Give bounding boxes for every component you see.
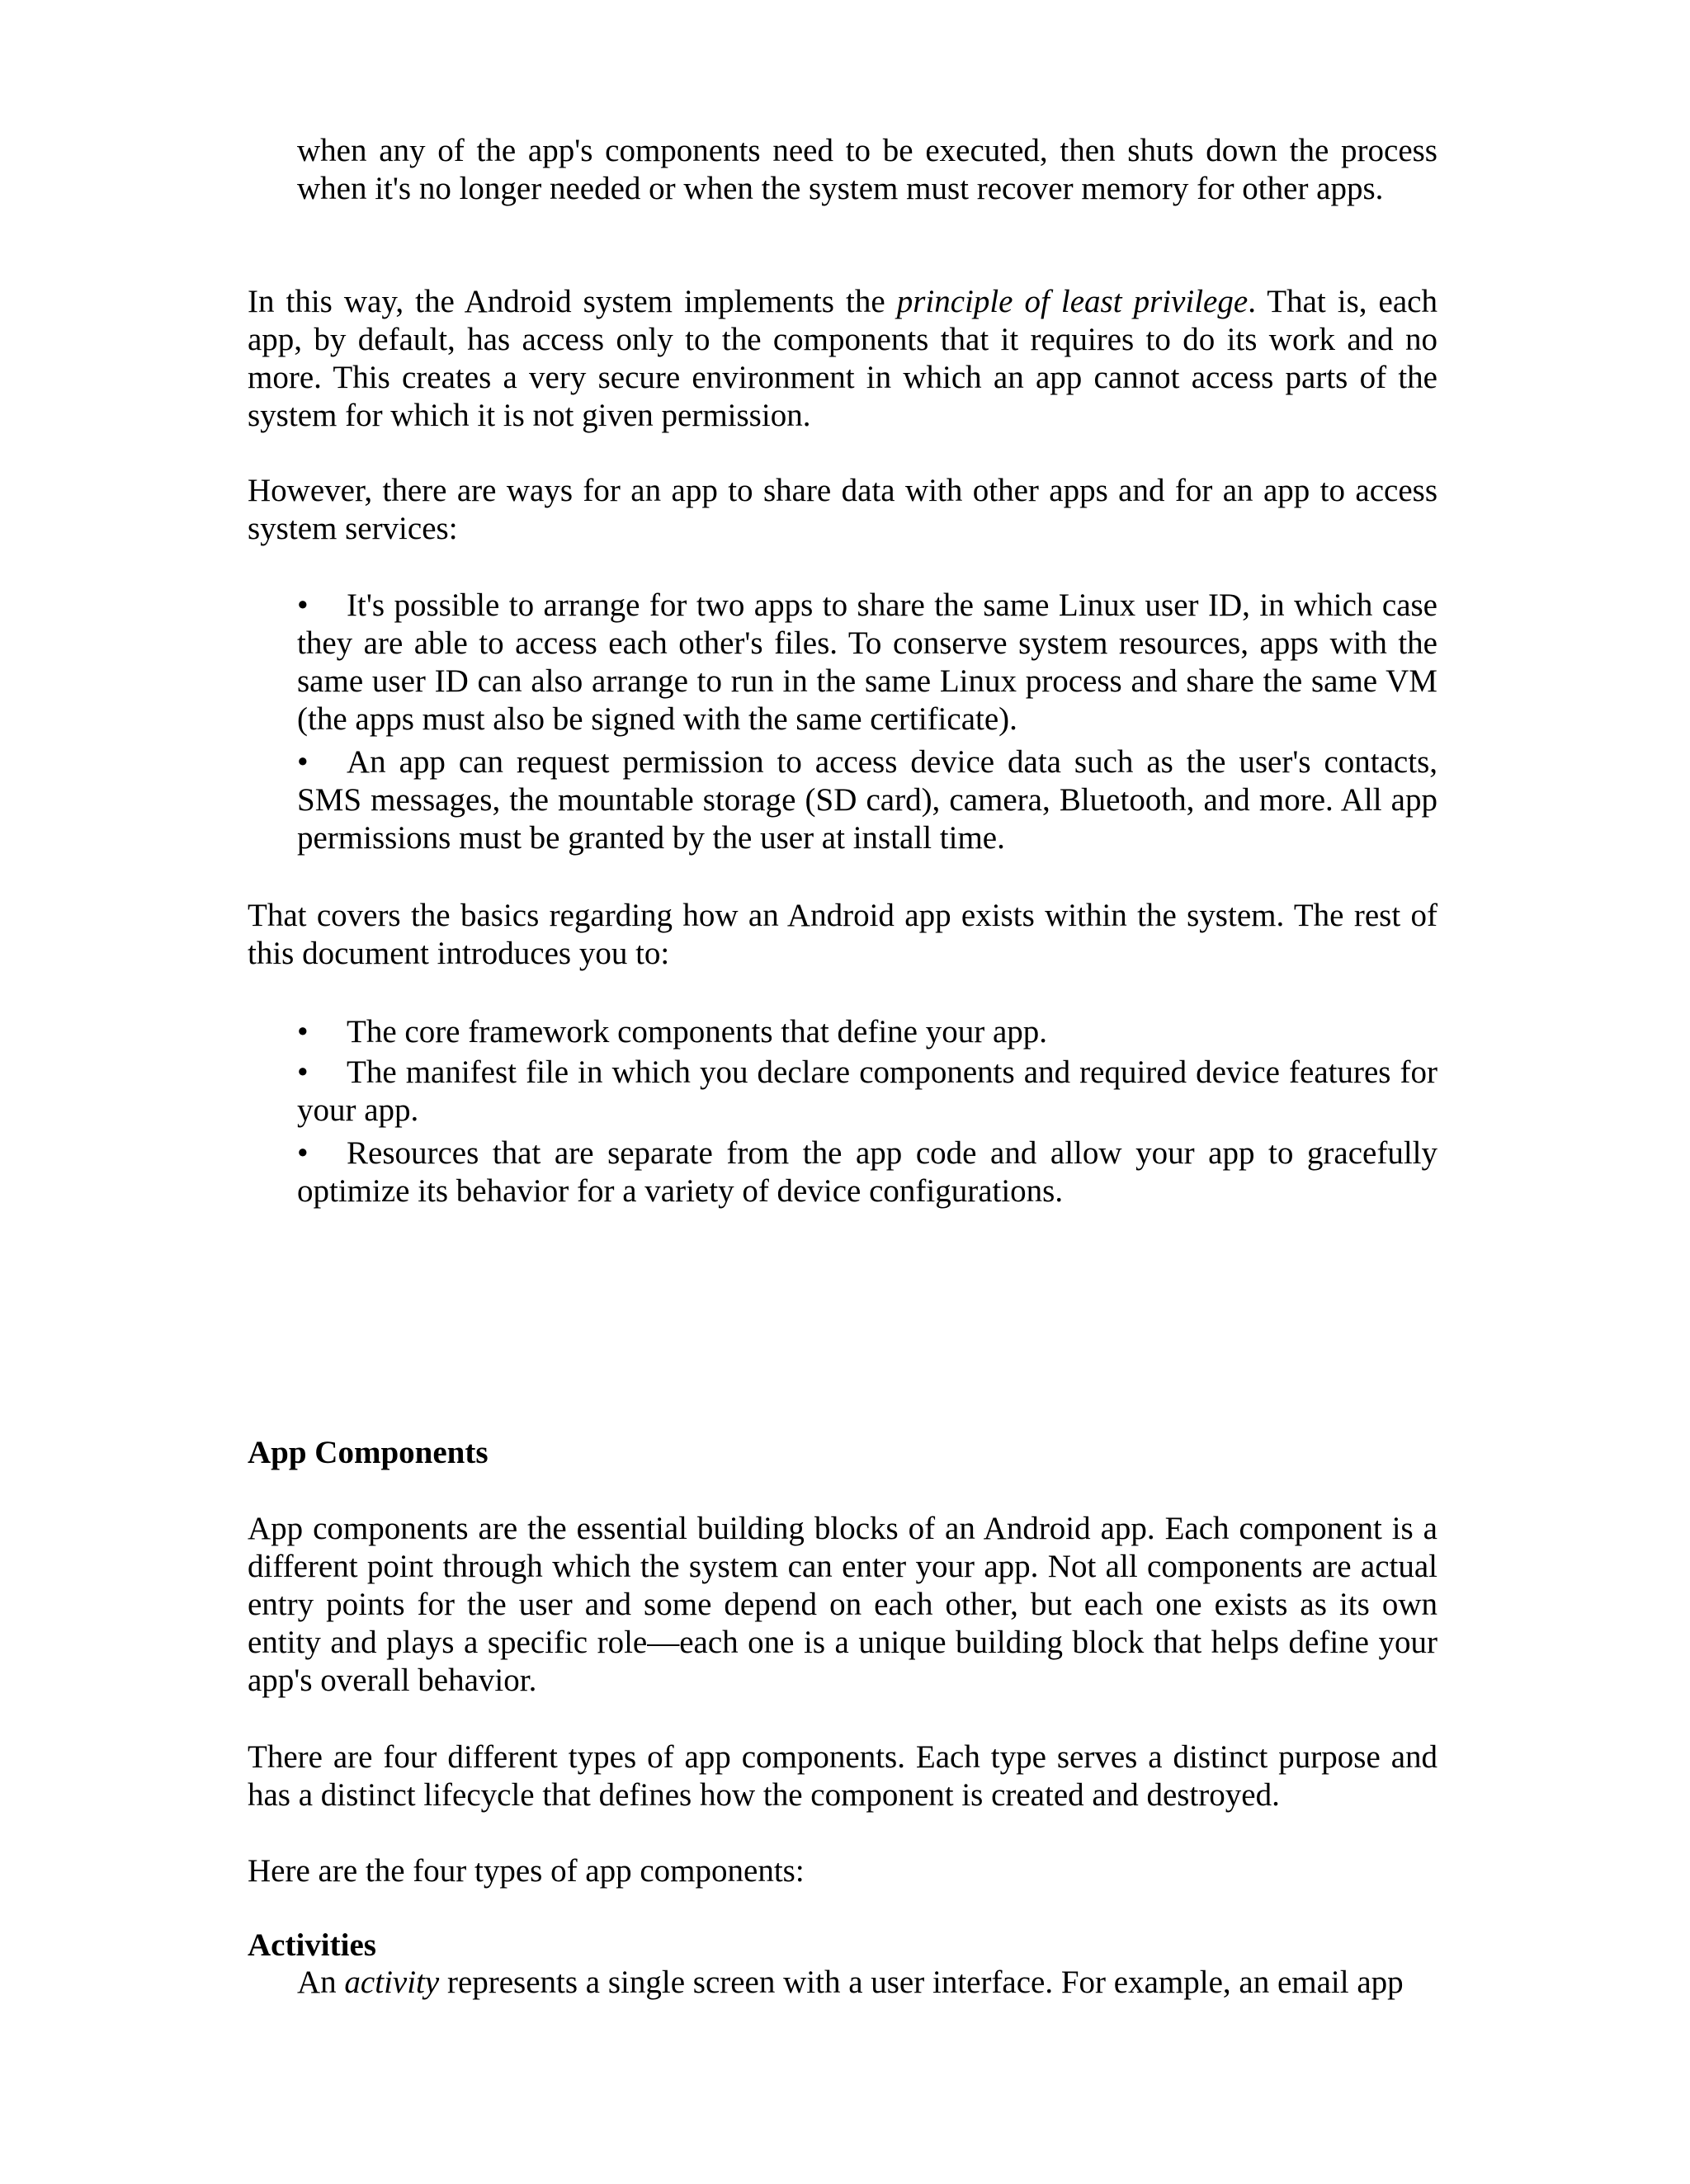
list-item xyxy=(297,743,1437,857)
list-item-text: Resources that are separate from the app code and allow your app to gracefully optimize its behavior for a variety of device configurations. xyxy=(297,1135,1437,1209)
paragraph-text: An xyxy=(297,1965,345,2000)
paragraph-least-privilege xyxy=(248,283,1437,435)
paragraph-process-lifecycle: when any of the app's components need to be executed, then shuts down the process when it's no longer needed or when the system must recover memory for other apps. xyxy=(297,133,1437,206)
paragraph-activity xyxy=(297,1964,1437,2002)
paragraph-text: represents a single screen with a user interface. For example, an email app xyxy=(439,1965,1404,2000)
bullet-icon: • xyxy=(297,587,309,623)
list-item-text: The manifest file in which you declare components and required device features for your app. xyxy=(297,1054,1437,1128)
paragraph-basics: That covers the basics regarding how an Android app exists within the system. The rest of this document introduces you to: xyxy=(248,898,1437,971)
list-item-text: The core framework components that define your app. xyxy=(347,1014,1048,1050)
paragraph-app-components: App components are the essential building blocks of an Android app. Each component is a different point through which the system can enter your app. Not all components are actual entry points for the user and some depend on each other, but each one exists as its own entity and plays a specific role—each one is a unique building block that helps define your app's overall behavior. xyxy=(248,1511,1437,1698)
list-item xyxy=(297,1054,1437,1130)
paragraph-share-data: However, there are ways for an app to share data with other apps and for an app to access system services: xyxy=(248,473,1437,546)
paragraph-text: . That is, each app, by default, has access only to the components that it requires to do its work and no more. This creates a very secure environment in which an app cannot access parts of the system for which it is not given permission. xyxy=(248,284,1437,433)
list-item xyxy=(297,1134,1437,1210)
paragraph-here-are: Here are the four types of app components: xyxy=(248,1853,805,1889)
bullet-icon: • xyxy=(297,744,309,780)
subheading-activities: Activities xyxy=(248,1927,376,1963)
section-heading-app-components: App Components xyxy=(248,1435,489,1470)
emphasis-text: principle of least privilege xyxy=(896,284,1249,319)
list-item xyxy=(297,587,1437,738)
bullet-icon: • xyxy=(297,1054,309,1090)
emphasis-text: activity xyxy=(344,1965,440,2000)
bullet-icon: • xyxy=(297,1014,309,1050)
bullet-icon: • xyxy=(297,1135,309,1171)
list-item-text: It's possible to arrange for two apps to share the same Linux user ID, in which case they are able to access each other's files. To conserve system resources, apps with the same user ID can also arrange to run in the same Linux process and share the same VM (the apps must also be signed with the same certificate). xyxy=(297,587,1437,737)
list-item-text: An app can request permission to access device data such as the user's contacts, SMS messages, the mountable storage (SD card), camera, Bluetooth, and more. All app permissions must be granted by the user at install time. xyxy=(297,744,1437,856)
paragraph-text: In this way, the Android system implements the xyxy=(248,284,897,319)
list-item xyxy=(297,1013,1437,1051)
paragraph-four-types: There are four different types of app components. Each type serves a distinct purpose and has a distinct lifecycle that defines how the component is created and destroyed. xyxy=(248,1739,1437,1813)
